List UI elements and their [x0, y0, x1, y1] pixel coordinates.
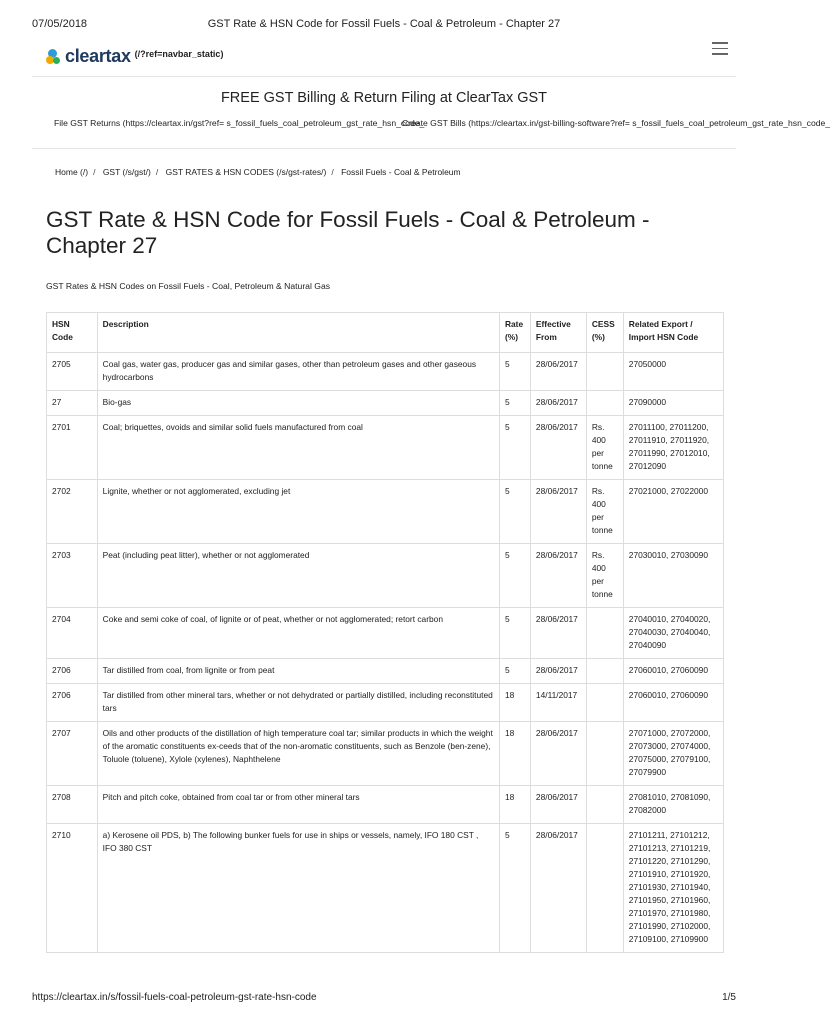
cell-hsn-code: 2706 — [47, 684, 98, 722]
table-row — [47, 722, 724, 786]
footer-url: https://cleartax.in/s/fossil-fuels-coal-petroleum-gst-rate-hsn-code — [32, 992, 317, 1003]
create-gst-bills-link[interactable]: Create GST Bills (https://cleartax.in/gst-billing-software?ref= s_fossil_fuels_coal_petroleum_gst_rate_hsn_code_ — [402, 118, 830, 128]
gst-rates-table — [46, 312, 724, 953]
header-cess: CESS (%) — [586, 313, 623, 353]
cell-hsn-code: 2703 — [47, 544, 98, 608]
cell-effective-from: 28/06/2017 — [530, 544, 586, 608]
file-gst-returns-link[interactable]: File GST Returns (https://cleartax.in/gst?ref= s_fossil_fuels_coal_petroleum_gst_rate_hsn_code_ — [54, 118, 425, 128]
table-row — [47, 659, 724, 684]
cell-hsn-code: 2701 — [47, 416, 98, 480]
logo-text: cleartax — [65, 46, 131, 66]
table-row — [47, 824, 724, 953]
cell-rate: 18 — [499, 684, 530, 722]
cell-rate: 5 — [499, 659, 530, 684]
cell-cess: Rs. 400 per tonne — [586, 416, 623, 480]
cell-related-hsn: 27030010, 27030090 — [623, 544, 723, 608]
cell-related-hsn: 27060010, 27060090 — [623, 659, 723, 684]
table-header-row — [47, 313, 724, 353]
cleartax-logo-link[interactable] — [46, 46, 223, 67]
cell-cess — [586, 391, 623, 416]
cell-related-hsn: 27060010, 27060090 — [623, 684, 723, 722]
cell-rate: 5 — [499, 353, 530, 391]
cell-effective-from: 28/06/2017 — [530, 659, 586, 684]
cell-hsn-code: 2702 — [47, 480, 98, 544]
table-row — [47, 480, 724, 544]
cell-effective-from: 14/11/2017 — [530, 684, 586, 722]
navbar — [32, 36, 736, 77]
print-footer — [32, 992, 736, 1006]
cell-cess: Rs. 400 per tonne — [586, 544, 623, 608]
cell-description: Tar distilled from other mineral tars, whether or not dehydrated or partially distilled, including reconstituted tars — [97, 684, 499, 722]
logo-link-url: (/?ref=navbar_static) — [134, 48, 224, 59]
breadcrumb-gst[interactable]: GST (/s/gst/) — [102, 167, 151, 177]
cell-cess — [586, 659, 623, 684]
promo-links — [32, 118, 830, 149]
cell-description: Coal gas, water gas, producer gas and similar gases, other than petroleum gases and other gaseous hydrocarbons — [97, 353, 499, 391]
cell-description: Tar distilled from coal, from lignite or from peat — [97, 659, 499, 684]
cell-effective-from: 28/06/2017 — [530, 480, 586, 544]
cell-effective-from: 28/06/2017 — [530, 722, 586, 786]
cell-hsn-code: 2706 — [47, 659, 98, 684]
cell-description: Lignite, whether or not agglomerated, excluding jet — [97, 480, 499, 544]
cell-cess — [586, 824, 623, 953]
cell-related-hsn: 27090000 — [623, 391, 723, 416]
cell-related-hsn: 27011100, 27011200, 27011910, 27011920, 27011990, 27012010, 27012090 — [623, 416, 723, 480]
cell-description: Pitch and pitch coke, obtained from coal tar or from other mineral tars — [97, 786, 499, 824]
cell-effective-from: 28/06/2017 — [530, 391, 586, 416]
table-row — [47, 786, 724, 824]
header-hsn-code: HSN Code — [47, 313, 98, 353]
cell-cess — [586, 684, 623, 722]
print-date: 07/05/2018 — [32, 18, 88, 30]
cell-description: Bio-gas — [97, 391, 499, 416]
cell-rate: 5 — [499, 544, 530, 608]
cell-cess — [586, 786, 623, 824]
cell-effective-from: 28/06/2017 — [530, 353, 586, 391]
cell-rate: 5 — [499, 824, 530, 953]
breadcrumb: Home (/) / GST (/s/gst/) / GST RATES & HSN CODES (/s/gst-rates/) / Fossil Fuels - Coal & Petroleum — [55, 167, 461, 177]
cell-hsn-code: 27 — [47, 391, 98, 416]
cell-rate: 5 — [499, 608, 530, 659]
table-row — [47, 608, 724, 659]
table-row — [47, 391, 724, 416]
cell-effective-from: 28/06/2017 — [530, 608, 586, 659]
cell-effective-from: 28/06/2017 — [530, 824, 586, 953]
cell-description: Peat (including peat litter), whether or not agglomerated — [97, 544, 499, 608]
cell-rate: 18 — [499, 722, 530, 786]
cell-description: Oils and other products of the distillation of high temperature coal tar; similar products in which the weight of the aromatic constituents ex-ceeds that of the non-aromatic constituents, such as Benzole (ben-zene), Toluole (toluene), Xylole (xylenes), Naphthelene — [97, 722, 499, 786]
hamburger-menu-icon[interactable] — [712, 42, 728, 54]
table-row — [47, 416, 724, 480]
cell-rate: 5 — [499, 391, 530, 416]
cell-hsn-code: 2708 — [47, 786, 98, 824]
page-number: 1/5 — [722, 992, 736, 1003]
cell-cess — [586, 353, 623, 391]
cell-description: Coal; briquettes, ovoids and similar solid fuels manufactured from coal — [97, 416, 499, 480]
cell-rate: 5 — [499, 416, 530, 480]
cell-hsn-code: 2705 — [47, 353, 98, 391]
cell-hsn-code: 2707 — [47, 722, 98, 786]
cell-rate: 5 — [499, 480, 530, 544]
breadcrumb-gst-rates[interactable]: GST RATES & HSN CODES (/s/gst-rates/) — [165, 167, 327, 177]
print-document-title: GST Rate & HSN Code for Fossil Fuels - Coal & Petroleum - Chapter 27 — [207, 18, 561, 30]
cell-rate: 18 — [499, 786, 530, 824]
cell-effective-from: 28/06/2017 — [530, 786, 586, 824]
cell-cess — [586, 722, 623, 786]
cell-related-hsn: 27081010, 27081090, 27082000 — [623, 786, 723, 824]
cell-description: Coke and semi coke of coal, of lignite or of peat, whether or not agglomerated; retort carbon — [97, 608, 499, 659]
table-row — [47, 353, 724, 391]
page-title: GST Rate & HSN Code for Fossil Fuels - Coal & Petroleum - Chapter 27 — [46, 207, 650, 258]
table-row — [47, 684, 724, 722]
header-effective-from: Effective From — [530, 313, 586, 353]
cell-related-hsn: 27101211, 27101212, 27101213, 27101219, 27101220, 27101290, 27101910, 27101920, 27101930, 27101940, 27101950, 27101960, 27101970, 27101980, 27101990, 27102000, 27109100, 27109900 — [623, 824, 723, 953]
header-related-hsn: Related Export / Import HSN Code — [623, 313, 723, 353]
page-subtitle: GST Rates & HSN Codes on Fossil Fuels - Coal, Petroleum & Natural Gas — [46, 281, 331, 291]
cell-description: a) Kerosene oil PDS, b) The following bunker fuels for use in ships or vessels, namely, IFO 180 CST , IFO 380 CST — [97, 824, 499, 953]
cleartax-logo-icon — [46, 49, 62, 65]
cell-hsn-code: 2710 — [47, 824, 98, 953]
cell-cess: Rs. 400 per tonne — [586, 480, 623, 544]
cell-hsn-code: 2704 — [47, 608, 98, 659]
cell-related-hsn: 27050000 — [623, 353, 723, 391]
header-description: Description — [97, 313, 499, 353]
cell-related-hsn: 27071000, 27072000, 27073000, 27074000, 27075000, 27079100, 27079900 — [623, 722, 723, 786]
cell-related-hsn: 27040010, 27040020, 27040030, 27040040, 27040090 — [623, 608, 723, 659]
promo-headline: FREE GST Billing & Return Filing at ClearTax GST — [220, 90, 548, 106]
header-rate: Rate (%) — [499, 313, 530, 353]
print-header — [32, 18, 736, 32]
cell-effective-from: 28/06/2017 — [530, 416, 586, 480]
breadcrumb-current: Fossil Fuels - Coal & Petroleum — [341, 167, 461, 177]
table-row — [47, 544, 724, 608]
cell-related-hsn: 27021000, 27022000 — [623, 480, 723, 544]
breadcrumb-home[interactable]: Home (/) — [55, 167, 89, 177]
cell-cess — [586, 608, 623, 659]
